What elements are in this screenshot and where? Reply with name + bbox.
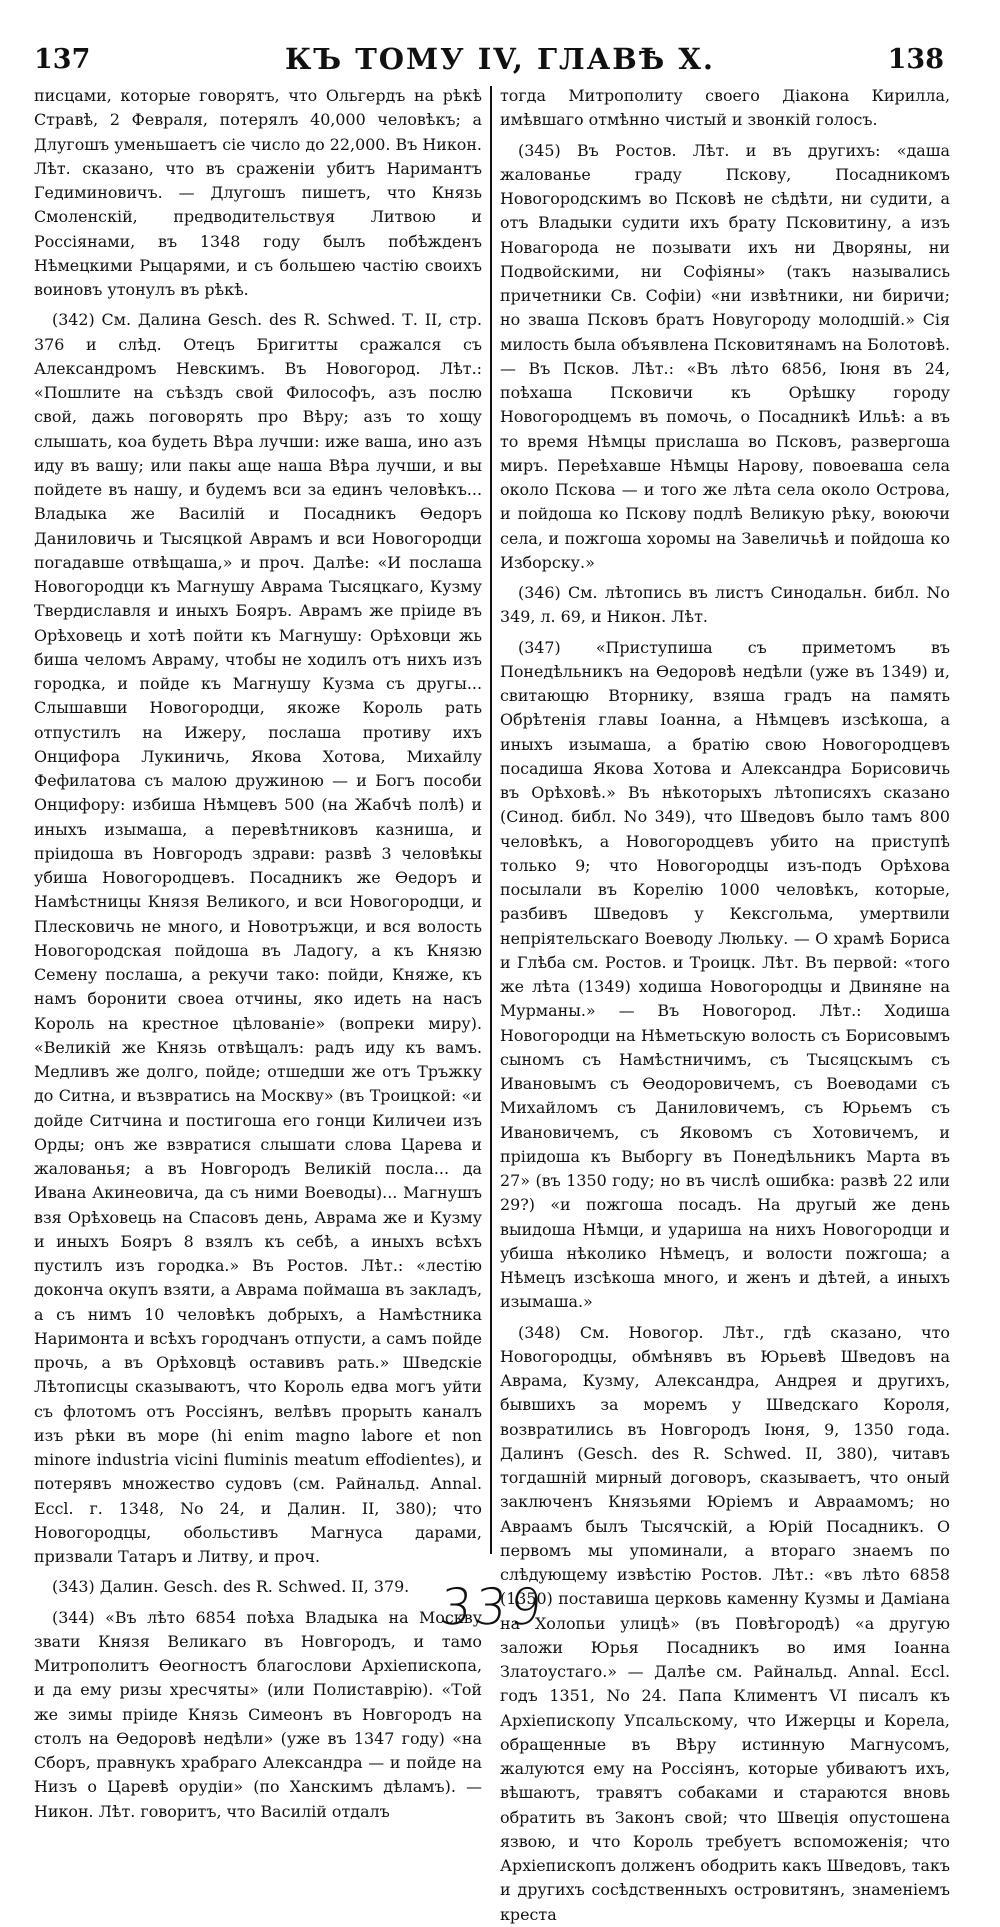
page-number-right: 138 (887, 44, 944, 75)
right-column (500, 84, 950, 1924)
note-342: (342) См. Далина Gesch. des R. Schwed. Т. II, стр. 376 и слѣд. Отецъ Бригитты сражался съ Александромъ Невскимъ. Въ Новогород. Лѣт.: «Пошлите на съѣздъ свой Философъ, азъ послю свой, дажь поговорять про Вѣру; азъ то хощу слышать, коа будеть Вѣра лучши: иже ваша, ино азъ иду въ вашу; или пакы аще наша Вѣра лучши, и вы пойдете въ нашу, и будемъ вси за единъ человѣкъ... Владыка же Василій и Посадникъ Ѳедоръ Даниловичь и Тысяцкой Аврамъ и вси Новогородци погадавше отвѣщаша,» и проч. Далѣе: «И послаша Новогородци къ Магнушу Аврама Тысяцкаго, Кузму Твердиславля и иныхъ Бояръ. Аврамъ же пріиде въ Орѣховець и хотѣ пойти къ Магнушу: Орѣховци жь биша челомъ Авраму, чтобы не ходилъ отъ нихъ изъ городка, и пойде къ Магнушу Кузма съ другы... Слышавши Новогородци, якоже Король рать отпустилъ на Ижеру, послаша противу ихъ Онцифора Лукиничь, Якова Хотова, Михайлу Фефилатова съ малою дружиною — и Богъ пособи Онцифору: избиша Нѣмцевъ 500 (на Жабчѣ полѣ) и иныхъ изымаша, а перевѣтниковъ казниша, и пріидоша въ Новгородъ здрави: развѣ 3 человѣкы убиша Новогородцевъ. Посадникъ же Ѳедоръ и Намѣстницы Князя Великого, и вси Новогородци, и Плесковичь не много, и Новотръжци, и вся волость Новогородская пойдоша въ Ладогу, а къ Князю Семену послаша, а рекучи тако: пойди, Княже, къ намъ боронити своеа отчины, яко идеть на насъ Король на крестное цѣлованіе» (вопреки миру). «Великій же Князь отвѣщалъ: радъ иду къ вамъ. Медливъ же долго, пойде; отшедши же отъ Тръжку до Ситна, и възвратись на Москву» (въ Троицкой: «и дойде Ситчина и постигоша его гонци Киличеи изъ Орды; онъ же взвратися слышати слова Царева и жалованья; а въ Новгородъ Великій посла... да Ивана Акинеовича, да съ ними Воеводы)... Магнушъ взя Орѣховець на Спасовъ день, Аврама же и Кузму и иныхъ Бояръ 8 взялъ къ себѣ, а иныхъ всѣхъ пустилъ изъ городка.» Въ Ростов. Лѣт.: «лестію доконча окупъ взяти, а Аврама поймаша въ закладъ, а съ нимъ 10 человѣкъ добрыхъ, а Намѣстника Наримонта и всѣхъ городчанъ отпусти, а самъ пойде прочь, а въ Орѣховцѣ оставивъ рать.» Шведскіе Лѣтописцы сказываютъ, что Король едва могъ уйти съ флотомъ отъ Россіянъ, велѣвъ прорыть каналъ изъ рѣки въ море (hi enim magno labore et non minore industria vicini fluminis meatum effodientes), и потерявъ множество судовъ (см. Райнальд. Annal. Eccl. г. 1348, No 24, и Далин. II, 380); что Новогородцы, обольстивъ Магнуса дарами, призвали Татаръ и Литву, и проч. (34, 310, 482, 1566)
page-header (0, 0, 1000, 90)
handwritten-page-number: 339 (436, 1578, 548, 1636)
text-paragraph: тогда Митрополиту своего Діакона Кирилла, имѣвшаго отмѣнно чистый и звонкій голосъ. (500, 86, 950, 130)
note-347: (347) «Приступиша съ приметомъ въ Понедѣльникъ на Ѳедоровѣ недѣли (уже въ 1349) и, свитающю Вторнику, взяша градъ на память Обрѣтенія главы Іоанна, а Нѣмцевъ изсѣкоша, а иныхъ изымаша, а братію свою Новогородцевъ посадиша Якова Хотова и Александра Борисовичь въ Орѣховѣ.» Въ нѣкоторыхъ лѣтописяхъ сказано (Синод. библ. No 349), что Шведовъ было тамъ 800 человѣкъ, а Новогородцевъ убито на приступѣ только 9; что Новогородцы изъ-подъ Орѣхова посылали въ Корелію 1000 человѣкъ, которые, разбивъ Шведовъ у Кексгольма, умертвили непріятельскаго Воеводу Люльку. — О храмѣ Бориса и Глѣба см. Ростов. и Троицк. Лѣт. Въ первой: «того же лѣта (1349) ходиша Новогородцы и Двиняне на Мурманы.» — Въ Новогород. Лѣт.: Ходиша Новогородци на Нѣметьскую волость съ Борисовымъ сыномъ съ Намѣстничимъ, съ Тысяцскымъ съ Ивановымъ съ Ѳеодоровичемъ, съ Воеводами съ Михайломъ съ Даниловичемъ, съ Юрьемъ съ Ивановичемъ, съ Яковомъ съ Хотовичемъ, и пріидоша къ Выборгу въ Понедѣльникъ Марта въ 27» (въ 1350 году; но въ числѣ ошибка: развѣ 22 или 29?) «и пожгоша посадъ. На другый же день выидоша Нѣмци, и удариша на нихъ Новогородци и убиша нѣколико Нѣмецъ, и волости пожгоша; а Нѣмецъ изсѣкоша много, и женъ и дѣтей, а иныхъ изымаша.» (500, 637, 950, 1312)
column-divider (490, 86, 492, 1554)
note-343: (343) Далин. Gesch. des R. Schwed. II, 379. (52, 1577, 410, 1597)
text-paragraph: писцами, которые говорятъ, что Ольгердъ на рѣкѣ Стравѣ, 2 Февраля, потерялъ 40,000 человѣкъ; а Длугошъ уменьшаетъ сіе число до 22,000. Въ Никон. Лѣт. сказано, что въ сраженіи убитъ Наримантъ Гедиминовичъ. — Длугошъ пишетъ, что Князь Смоленскій, предводительствуя Литвою и Россіянами, въ 1348 году былъ побѣжденъ Нѣмецкими Рыцарями, и съ большею частію своихъ воиновъ утонулъ въ рѣкѣ. (34, 86, 482, 299)
note-345: (345) Въ Ростов. Лѣт. и въ другихъ: «даша жалованье граду Пскову, Посадникомъ Новогородскимъ во Псковѣ не сѣдѣти, ни судити, а отъ Владыки судити ихъ брату Псковитину, а изъ Новагорода не позывати ихъ ни Дворяны, ни Подвойскими, ни Софіяны» (такъ назывались причетники Св. Софіи) «ни извѣтники, ни биричи; но зваша Псковъ братъ Новугороду молодшій.» Сія милость была объявлена Псковитянамъ на Болотовѣ. — Въ Псков. Лѣт.: «Въ лѣто 6856, Іюня въ 24, поѣхаша Псковичи къ Орѣшку городу Новогородцемъ въ помочь, о Посадникѣ Ильѣ: а въ то время Нѣмцы прислаша во Псковъ, развергоша миръ. Переѣхавше Нѣмцы Нарову, повоеваша села около Пскова — и того же лѣта села около Острова, и пойдоша ко Пскову подлѣ Великую рѣку, воюючи села, и пожгоша хоромы на Завеличьѣ и пойдоша ко Изборску.» (500, 140, 950, 572)
note-344: (344) «Въ лѣто 6854 поѣха Владыка на Москву звати Князя Великаго въ Новгородъ, и тамо Митрополитъ Ѳеогностъ благослови Архіепископа, и да ему ризы хресчяты» (или Полиставрію). «Той же зимы пріиде Князь Симеонъ въ Новгородъ на столъ на Ѳедоровѣ недѣли» (уже въ 1347 году) «на Сборъ, правнукъ храбраго Александра — и пойде на Низъ о Царевѣ орудіи» (по Ханскимъ дѣламъ). — Никон. Лѣт. говоритъ, что Василій отдалъ (34, 1607, 482, 1821)
note-348: (348) См. Новогор. Лѣт., гдѣ сказано, что Новогородцы, обмѣнявъ въ Юрьевѣ Шведовъ на Аврама, Кузму, Александра, Андрея и другихъ, бывшихъ за моремъ у Шведскаго Короля, возвратились въ Новгородъ Іюня, 9, 1350 года. Далинъ (Gesch. des R. Schwed. II, 380), читавъ тогдашній мирный договоръ, сказываетъ, что оный заключенъ Князьями Юріемъ и Авраамомъ; но Авраамъ былъ Тысячскій, а Юрій Посадникъ. О первомъ мы упоминали, а втораго знаемъ по слѣдующему извѣстію Ростов. Лѣт.: «въ лѣто 6858 (1350) поставиша церковь каменну Кузмы и Даміана на Холопьи улицѣ» (въ Повѣгородѣ) «а другую заложи Юрья Посадникъ во имя Іоанна Златоустаго.» — Далѣе см. Райнальд. Annal. Eccl. годъ 1351, No 24. Папа Климентъ VI писалъ къ Архіепископу Упсальскому, что Ижерцы и Корела, обращенные въ Вѣру истинную Магнусомъ, жалуются ему на Россіянъ, которые убиваютъ ихъ, вѣшаютъ, травятъ собаками и стараются вновь обратить въ Законъ свой; что Швеція опустошена язвою, и что Король требуетъ вспоможенія; что Архіепископъ долженъ ободрить какъ Шведовъ, такъ и другихъ сосѣдственныхъ островитянъ, знаменіемъ креста (500, 1322, 950, 1924)
left-column (34, 84, 482, 1821)
page-number-left: 137 (34, 44, 91, 75)
running-head-title: КЪ ТОМУ IV, ГЛАВѢ X. (285, 42, 715, 76)
note-346: (346) См. лѣтопись въ листъ Синодальн. библ. No 349, л. 69, и Никон. Лѣт. (500, 583, 950, 627)
